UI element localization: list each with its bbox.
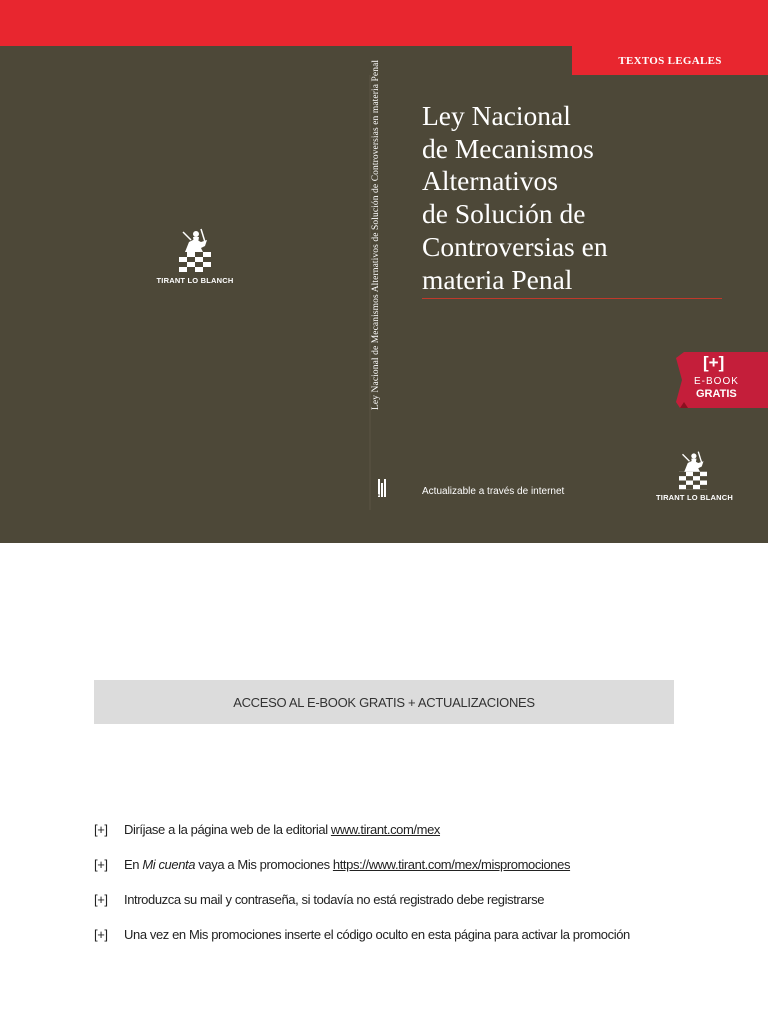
access-banner: ACCESO AL E-BOOK GRATIS + ACTUALIZACIONES (94, 680, 674, 724)
publisher-logo-right (656, 449, 733, 502)
series-label: TEXTOS LEGALES (572, 46, 768, 75)
badge-gratis: GRATIS (696, 388, 737, 400)
step-item (94, 923, 674, 947)
access-steps (94, 818, 674, 958)
step-text: Introduzca su mail y contraseña, si todavía no está registrado debe registrarse (124, 892, 545, 907)
publisher-name: TIRANT LO BLANCH (156, 276, 234, 285)
ebook-badge (676, 352, 768, 408)
publisher-name: TIRANT LO BLANCH (656, 493, 733, 502)
step-item (94, 888, 674, 912)
step-text (124, 853, 674, 877)
badge-plus: [+] (703, 353, 725, 372)
spine-logo (377, 479, 387, 502)
title-divider (422, 298, 722, 299)
step-emphasis: Mi cuenta (142, 857, 196, 872)
spine-title: Ley Nacional de Mecanismos Alternativos de Solución de Controversias en materia Penal (371, 59, 381, 410)
title-line: Ley Nacional (422, 100, 571, 131)
title-line: de Mecanismos (422, 132, 594, 164)
book-title (422, 100, 722, 296)
title-line: de Solución de (422, 198, 586, 230)
badge-ebook: E-BOOK (694, 376, 739, 387)
step-marker: [+] (94, 892, 108, 907)
tagline: Actualizable a través de internet (422, 486, 565, 497)
editorial-link[interactable]: www.tirant.com/mex (330, 822, 441, 837)
step-marker: [+] (94, 927, 108, 942)
title-line: materia Penal (422, 263, 573, 295)
step-marker: [+] (94, 857, 108, 872)
step-item (94, 818, 674, 842)
knight-chessboard-icon (672, 449, 714, 491)
step-text: Una vez en Mis promociones inserte el código oculto en esta página para activar la promoción (124, 927, 630, 942)
step-text-part: En (124, 857, 143, 872)
title-line: Alternativos (422, 165, 558, 197)
step-text-part: Diríjase a la página web de la editorial (124, 822, 331, 837)
step-text-part: vaya a Mis promociones (195, 857, 333, 872)
spine-mark-text: tlb (377, 493, 381, 497)
promotions-link[interactable]: https://www.tirant.com/mex/mispromociones (332, 857, 571, 872)
step-text (124, 818, 674, 842)
title-line: Controversias en (422, 230, 608, 262)
step-marker: [+] (94, 822, 108, 837)
step-item (94, 853, 674, 877)
